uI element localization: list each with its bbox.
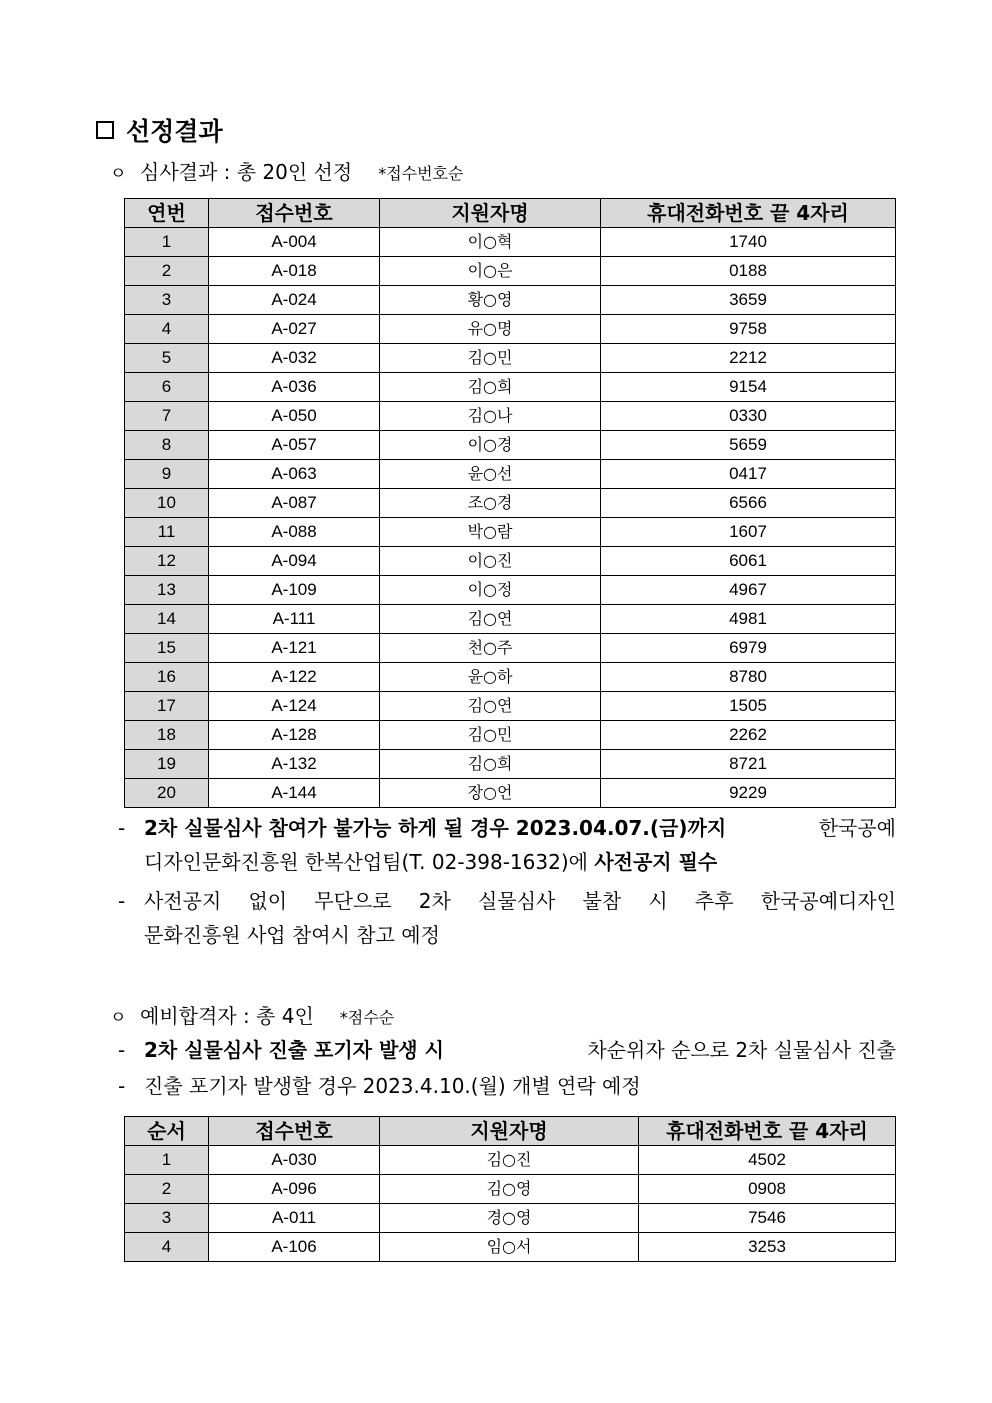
header-receipt-no: 접수번호 [209,1117,380,1146]
seq-cell: 2 [125,1175,209,1204]
seq-cell: 4 [125,315,209,344]
reserve-notice-1-normal: 차순위자 순으로 2차 실물심사 진출 [587,1038,896,1062]
notice-1-bold: 2차 실물심사 참여가 불가능 하게 될 경우 2023.04.07.(금)까지 [144,816,727,840]
phone-last4-cell: 3253 [639,1233,896,1262]
applicant-name-cell: 김○연 [380,692,601,721]
notice-2-line2: 문화진흥원 사업 참여시 참고 예정 [144,923,440,947]
receipt-no-cell: A-011 [209,1204,380,1233]
phone-last4-cell: 6061 [601,547,896,576]
result-summary [110,156,463,185]
notice-1-normal: 한국공예 [818,816,896,840]
phone-last4-cell: 0417 [601,460,896,489]
applicant-name-cell: 윤○선 [380,460,601,489]
applicant-name-cell: 윤○하 [380,663,601,692]
header-applicant: 지원자명 [380,1117,639,1146]
table-row [125,489,896,518]
header-phone: 휴대전화번호 끝 4자리 [639,1117,896,1146]
receipt-no-cell: A-030 [209,1146,380,1175]
seq-cell: 3 [125,1204,209,1233]
phone-last4-cell: 7546 [639,1204,896,1233]
phone-last4-cell: 2212 [601,344,896,373]
phone-last4-cell: 5659 [601,431,896,460]
receipt-no-cell: A-024 [209,286,380,315]
reserve-sort-note: *점수순 [339,1008,395,1027]
phone-last4-cell: 3659 [601,286,896,315]
reserve-summary [110,1000,394,1029]
table-row [125,750,896,779]
header-seq: 연번 [125,199,209,228]
applicant-name-cell: 김○진 [380,1146,639,1175]
dash-bullet: - [118,1038,126,1062]
phone-last4-cell: 0908 [639,1175,896,1204]
applicant-name-cell: 이○혁 [380,228,601,257]
phone-last4-cell: 1607 [601,518,896,547]
seq-cell: 4 [125,1233,209,1262]
table-row [125,286,896,315]
table-row [125,1204,896,1233]
table-row [125,1233,896,1262]
circle-bullet-icon: ㅇ [110,1008,127,1028]
receipt-no-cell: A-122 [209,663,380,692]
receipt-no-cell: A-121 [209,634,380,663]
header-applicant: 지원자명 [380,199,601,228]
table-row [125,1175,896,1204]
seq-cell: 20 [125,779,209,808]
reserve-notice-1-bold: 2차 실물심사 진출 포기자 발생 시 [144,1038,444,1062]
applicant-name-cell: 김○희 [380,750,601,779]
notice-2-line1: 사전공지 없이 무단으로 2차 실물심사 불참 시 추후 한국공예디자인 [144,889,896,913]
table-row [125,257,896,286]
applicant-name-cell: 이○진 [380,547,601,576]
phone-last4-cell: 8721 [601,750,896,779]
phone-last4-cell: 0188 [601,257,896,286]
phone-last4-cell: 6979 [601,634,896,663]
receipt-no-cell: A-032 [209,344,380,373]
checkbox-square-icon [96,121,114,139]
receipt-no-cell: A-057 [209,431,380,460]
phone-last4-cell: 0330 [601,402,896,431]
seq-cell: 14 [125,605,209,634]
applicant-name-cell: 유○명 [380,315,601,344]
result-summary-text: 심사결과 : 총 20인 선정 [140,160,353,184]
section-heading-text: 선정결과 [126,117,223,146]
receipt-no-cell: A-094 [209,547,380,576]
seq-cell: 2 [125,257,209,286]
receipt-no-cell: A-027 [209,315,380,344]
applicant-name-cell: 장○언 [380,779,601,808]
reserve-notice-1 [118,1033,896,1067]
phone-last4-cell: 9758 [601,315,896,344]
result-table [124,198,896,808]
seq-cell: 11 [125,518,209,547]
seq-cell: 15 [125,634,209,663]
receipt-no-cell: A-124 [209,692,380,721]
receipt-no-cell: A-128 [209,721,380,750]
table-row [125,547,896,576]
phone-last4-cell: 6566 [601,489,896,518]
result-table-header [125,199,896,228]
phone-last4-cell: 1505 [601,692,896,721]
seq-cell: 3 [125,286,209,315]
applicant-name-cell: 김○민 [380,344,601,373]
seq-cell: 13 [125,576,209,605]
phone-last4-cell: 4502 [639,1146,896,1175]
table-row [125,373,896,402]
seq-cell: 18 [125,721,209,750]
applicant-name-cell: 이○경 [380,431,601,460]
reserve-table-header [125,1117,896,1146]
seq-cell: 1 [125,228,209,257]
receipt-no-cell: A-018 [209,257,380,286]
applicant-name-cell: 김○희 [380,373,601,402]
applicant-name-cell: 조○경 [380,489,601,518]
applicant-name-cell: 이○정 [380,576,601,605]
circle-bullet-icon: ㅇ [110,164,127,184]
receipt-no-cell: A-088 [209,518,380,547]
applicant-name-cell: 김○나 [380,402,601,431]
applicant-name-cell: 김○영 [380,1175,639,1204]
applicant-name-cell: 김○연 [380,605,601,634]
seq-cell: 6 [125,373,209,402]
receipt-no-cell: A-004 [209,228,380,257]
table-row [125,344,896,373]
applicant-name-cell: 임○서 [380,1233,639,1262]
table-row [125,460,896,489]
seq-cell: 1 [125,1146,209,1175]
notice-2 [118,884,896,952]
seq-cell: 9 [125,460,209,489]
dash-bullet: - [118,889,126,913]
receipt-no-cell: A-111 [209,605,380,634]
applicant-name-cell: 천○주 [380,634,601,663]
result-sort-note: *접수번호순 [378,164,464,183]
applicant-name-cell: 황○영 [380,286,601,315]
table-row [125,431,896,460]
reserve-notice-2-text: 진출 포기자 발생할 경우 2023.4.10.(월) 개별 연락 예정 [144,1074,641,1098]
receipt-no-cell: A-063 [209,460,380,489]
table-row [125,228,896,257]
table-row [125,518,896,547]
receipt-no-cell: A-050 [209,402,380,431]
table-row [125,692,896,721]
table-row [125,779,896,808]
header-receipt-no: 접수번호 [209,199,380,228]
receipt-no-cell: A-087 [209,489,380,518]
seq-cell: 5 [125,344,209,373]
table-row [125,663,896,692]
reserve-summary-text: 예비합격자 : 총 4인 [140,1004,314,1028]
table-row [125,634,896,663]
phone-last4-cell: 2262 [601,721,896,750]
phone-last4-cell: 4981 [601,605,896,634]
applicant-name-cell: 이○은 [380,257,601,286]
applicant-name-cell: 경○영 [380,1204,639,1233]
seq-cell: 12 [125,547,209,576]
seq-cell: 19 [125,750,209,779]
table-row [125,1146,896,1175]
table-row [125,721,896,750]
reserve-notice-2 [118,1069,896,1103]
phone-last4-cell: 4967 [601,576,896,605]
seq-cell: 8 [125,431,209,460]
table-row [125,576,896,605]
applicant-name-cell: 김○민 [380,721,601,750]
dash-bullet: - [118,816,126,840]
phone-last4-cell: 9154 [601,373,896,402]
receipt-no-cell: A-106 [209,1233,380,1262]
seq-cell: 16 [125,663,209,692]
table-row [125,402,896,431]
phone-last4-cell: 9229 [601,779,896,808]
notice-1-line2: 디자인문화진흥원 한복산업팀(T. 02-398-1632)에 [144,850,595,874]
table-row [125,315,896,344]
header-phone: 휴대전화번호 끝 4자리 [601,199,896,228]
receipt-no-cell: A-036 [209,373,380,402]
receipt-no-cell: A-109 [209,576,380,605]
seq-cell: 7 [125,402,209,431]
table-row [125,605,896,634]
receipt-no-cell: A-144 [209,779,380,808]
header-order: 순서 [125,1117,209,1146]
notice-1-line2-bold: 사전공지 필수 [594,850,718,874]
applicant-name-cell: 박○람 [380,518,601,547]
phone-last4-cell: 8780 [601,663,896,692]
receipt-no-cell: A-096 [209,1175,380,1204]
phone-last4-cell: 1740 [601,228,896,257]
reserve-table [124,1116,896,1262]
receipt-no-cell: A-132 [209,750,380,779]
seq-cell: 10 [125,489,209,518]
dash-bullet: - [118,1074,126,1098]
seq-cell: 17 [125,692,209,721]
notice-1 [118,811,896,879]
section-heading [96,112,223,148]
